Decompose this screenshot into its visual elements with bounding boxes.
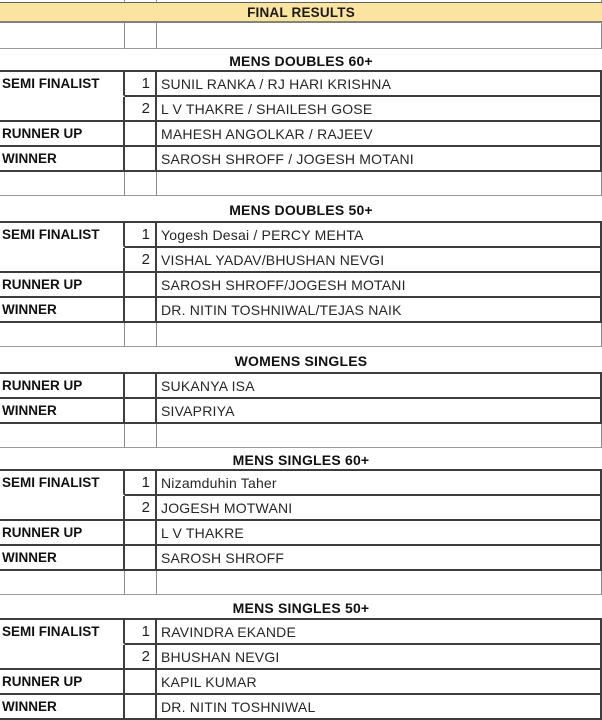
stage-label-cell: SEMI FINALIST bbox=[0, 620, 125, 645]
player-name-cell: SAROSH SHROFF/JOGESH MOTANI bbox=[157, 273, 602, 298]
stage-label-cell bbox=[0, 248, 125, 273]
result-row bbox=[0, 496, 602, 521]
stage-label-cell: RUNNER UP bbox=[0, 273, 125, 298]
seed-cell bbox=[125, 399, 157, 424]
result-row bbox=[0, 399, 602, 424]
partial-cell bbox=[125, 0, 157, 3]
player-name-cell: VISHAL YADAV/BHUSHAN NEVGI bbox=[157, 248, 602, 273]
section-header: MENS DOUBLES 50+ bbox=[229, 201, 373, 218]
spacer-cell bbox=[0, 323, 125, 347]
result-row bbox=[0, 645, 602, 670]
spacer-row bbox=[0, 23, 602, 49]
player-name-cell: BHUSHAN NEVGI bbox=[157, 645, 602, 670]
player-name-cell: SAROSH SHROFF / JOGESH MOTANI bbox=[157, 147, 602, 172]
section-womens-singles bbox=[0, 347, 602, 448]
player-name-cell: Nizamduhin Taher bbox=[157, 471, 602, 496]
final-results-title: FINAL RESULTS bbox=[247, 4, 355, 20]
final-results-banner bbox=[0, 3, 602, 23]
spacer-cell bbox=[157, 424, 602, 448]
result-row bbox=[0, 248, 602, 273]
spacer-cell bbox=[125, 172, 157, 196]
stage-label-cell bbox=[0, 645, 125, 670]
stage-label-cell: RUNNER UP bbox=[0, 122, 125, 147]
player-name-cell: Yogesh Desai / PERCY MEHTA bbox=[157, 223, 602, 248]
section-header-row bbox=[0, 448, 602, 469]
section-rows bbox=[0, 70, 602, 172]
result-row bbox=[0, 374, 602, 399]
partial-cell bbox=[0, 0, 125, 3]
result-row bbox=[0, 122, 602, 147]
player-name-cell: MAHESH ANGOLKAR / RAJEEV bbox=[157, 122, 602, 147]
seed-cell: 1 bbox=[125, 72, 157, 97]
section-header: MENS DOUBLES 60+ bbox=[229, 52, 373, 69]
section-header-row bbox=[0, 347, 602, 372]
result-row bbox=[0, 546, 602, 571]
stage-label-cell: WINNER bbox=[0, 298, 125, 323]
seed-cell bbox=[125, 670, 157, 695]
section-header-row bbox=[0, 196, 602, 221]
partial-cell bbox=[157, 0, 602, 3]
seed-cell: 2 bbox=[125, 248, 157, 273]
seed-cell bbox=[125, 273, 157, 298]
spacer-row bbox=[0, 172, 602, 196]
stage-label-cell: SEMI FINALIST bbox=[0, 471, 125, 496]
spacer-cell bbox=[125, 424, 157, 448]
stage-label-cell: SEMI FINALIST bbox=[0, 223, 125, 248]
spacer-cell bbox=[157, 172, 602, 196]
section-rows bbox=[0, 372, 602, 424]
player-name-cell: KAPIL KUMAR bbox=[157, 670, 602, 695]
spacer-cell bbox=[125, 23, 157, 49]
seed-cell bbox=[125, 298, 157, 323]
spacer-cell bbox=[125, 571, 157, 595]
stage-label-cell: RUNNER UP bbox=[0, 521, 125, 546]
stage-label-cell: RUNNER UP bbox=[0, 374, 125, 399]
spacer-cell bbox=[0, 172, 125, 196]
player-name-cell: L V THAKRE / SHAILESH GOSE bbox=[157, 97, 602, 122]
seed-cell bbox=[125, 546, 157, 571]
stage-label-cell: WINNER bbox=[0, 147, 125, 172]
seed-cell: 1 bbox=[125, 471, 157, 496]
section-header: MENS SINGLES 50+ bbox=[232, 599, 370, 616]
section-mens-doubles-50 bbox=[0, 196, 602, 347]
stage-label-cell bbox=[0, 496, 125, 521]
result-row bbox=[0, 695, 602, 720]
stage-label-cell: WINNER bbox=[0, 546, 125, 571]
section-header-row bbox=[0, 595, 602, 618]
seed-cell bbox=[125, 122, 157, 147]
stage-label-cell: RUNNER UP bbox=[0, 670, 125, 695]
partial-row-top bbox=[0, 0, 602, 3]
result-row bbox=[0, 97, 602, 122]
section-header-row bbox=[0, 49, 602, 70]
spacer-cell bbox=[125, 323, 157, 347]
section-rows bbox=[0, 221, 602, 323]
spacer-cell bbox=[157, 323, 602, 347]
seed-cell: 1 bbox=[125, 223, 157, 248]
section-mens-doubles-60 bbox=[0, 49, 602, 196]
player-name-cell: SAROSH SHROFF bbox=[157, 546, 602, 571]
spacer-row bbox=[0, 424, 602, 448]
result-row bbox=[0, 223, 602, 248]
result-row bbox=[0, 72, 602, 97]
spacer-cell bbox=[157, 23, 602, 49]
spacer-cell bbox=[0, 571, 125, 595]
section-mens-singles-50 bbox=[0, 595, 602, 720]
seed-cell: 2 bbox=[125, 645, 157, 670]
spacer-cell bbox=[157, 571, 602, 595]
seed-cell bbox=[125, 521, 157, 546]
section-mens-singles-60 bbox=[0, 448, 602, 595]
player-name-cell: SUKANYA ISA bbox=[157, 374, 602, 399]
spacer-row bbox=[0, 323, 602, 347]
result-row bbox=[0, 298, 602, 323]
result-row bbox=[0, 147, 602, 172]
player-name-cell: RAVINDRA EKANDE bbox=[157, 620, 602, 645]
section-header: WOMENS SINGLES bbox=[234, 352, 368, 369]
player-name-cell: SIVAPRIYA bbox=[157, 399, 602, 424]
player-name-cell: L V THAKRE bbox=[157, 521, 602, 546]
sections-container bbox=[0, 49, 602, 720]
section-rows bbox=[0, 469, 602, 571]
seed-cell: 2 bbox=[125, 496, 157, 521]
seed-cell bbox=[125, 695, 157, 720]
spacer-cell bbox=[0, 23, 125, 49]
player-name-cell: SUNIL RANKA / RJ HARI KRISHNA bbox=[157, 72, 602, 97]
result-row bbox=[0, 471, 602, 496]
seed-cell: 2 bbox=[125, 97, 157, 122]
result-row bbox=[0, 521, 602, 546]
section-rows bbox=[0, 618, 602, 720]
section-header: MENS SINGLES 60+ bbox=[232, 451, 370, 468]
stage-label-cell: WINNER bbox=[0, 695, 125, 720]
stage-label-cell: SEMI FINALIST bbox=[0, 72, 125, 97]
spacer-row bbox=[0, 571, 602, 595]
stage-label-cell bbox=[0, 97, 125, 122]
player-name-cell: DR. NITIN TOSHNIWAL bbox=[157, 695, 602, 720]
seed-cell: 1 bbox=[125, 620, 157, 645]
result-row bbox=[0, 620, 602, 645]
player-name-cell: DR. NITIN TOSHNIWAL/TEJAS NAIK bbox=[157, 298, 602, 323]
spacer-cell bbox=[0, 424, 125, 448]
stage-label-cell: WINNER bbox=[0, 399, 125, 424]
result-row bbox=[0, 670, 602, 695]
result-row bbox=[0, 273, 602, 298]
seed-cell bbox=[125, 147, 157, 172]
seed-cell bbox=[125, 374, 157, 399]
player-name-cell: JOGESH MOTWANI bbox=[157, 496, 602, 521]
